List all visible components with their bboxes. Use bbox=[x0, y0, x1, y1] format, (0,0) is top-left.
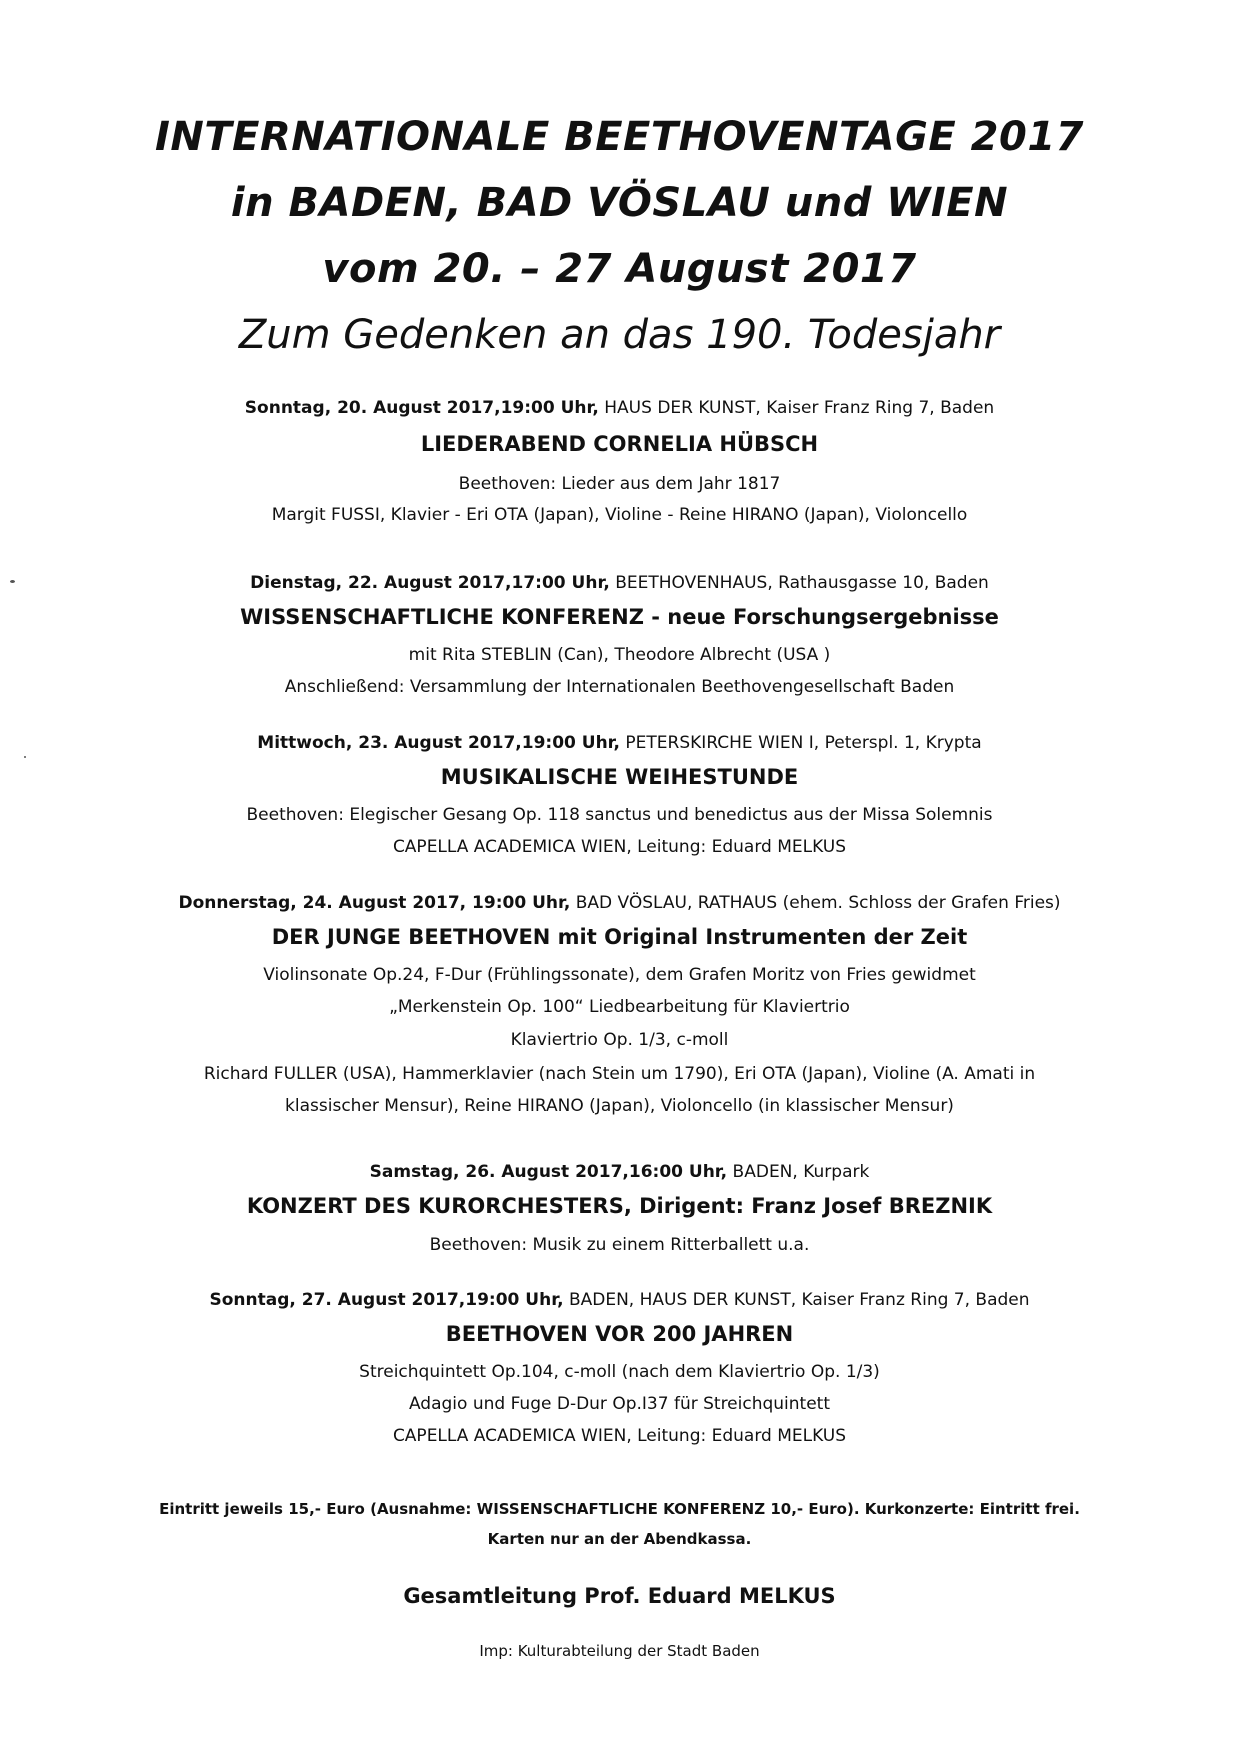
imprint-line: Imp: Kulturabteilung der Stadt Baden bbox=[479, 1642, 760, 1660]
event-4-date: Donnerstag, 24. August 2017, 19:00 Uhr, bbox=[178, 893, 571, 913]
event-1-detail: Margit FUSSI, Klavier - Eri OTA (Japan), Violine - Reine HIRANO (Japan), Violoncello bbox=[271, 505, 968, 525]
event-1-detail: Beethoven: Lieder aus dem Jahr 1817 bbox=[458, 474, 781, 494]
event-3-title: MUSIKALISCHE WEIHESTUNDE bbox=[440, 765, 799, 789]
event-4-detail: Violinsonate Op.24, F-Dur (Frühlingssonate), dem Grafen Moritz von Fries gewidmet bbox=[263, 965, 976, 985]
event-5-title: KONZERT DES KURORCHESTERS, Dirigent: Franz Josef BREZNIK bbox=[246, 1194, 993, 1218]
scan-speck bbox=[10, 580, 15, 583]
event-3-detail: Beethoven: Elegischer Gesang Op. 118 sanctus und benedictus aus der Missa Solemnis bbox=[246, 805, 993, 825]
event-4-detail: klassischer Mensur), Reine HIRANO (Japan), Violoncello (in klassischer Mensur) bbox=[285, 1096, 954, 1116]
subtitle: Zum Gedenken an das 190. Todesjahr bbox=[238, 312, 1001, 358]
event-2-place: BEETHOVENHAUS, Rathausgasse 10, Baden bbox=[609, 573, 989, 593]
event-1-title: LIEDERABEND CORNELIA HÜBSCH bbox=[420, 432, 819, 456]
event-4-detail: „Merkenstein Op. 100“ Liedbearbeitung für Klaviertrio bbox=[389, 997, 850, 1017]
director-line: Gesamtleitung Prof. Eduard MELKUS bbox=[403, 1584, 836, 1608]
event-3-place: PETERSKIRCHE WIEN I, Peterspl. 1, Krypta bbox=[620, 733, 982, 753]
event-2-title: WISSENSCHAFTLICHE KONFERENZ - neue Forschungsergebnisse bbox=[240, 605, 999, 629]
event-6-date-place bbox=[0, 1288, 1239, 1312]
event-4-title: DER JUNGE BEETHOVEN mit Original Instrumenten der Zeit bbox=[271, 925, 968, 949]
event-2-detail: mit Rita STEBLIN (Can), Theodore Albrecht (USA ) bbox=[408, 645, 831, 665]
event-4-date-place bbox=[0, 891, 1239, 915]
title-line-2: in BADEN, BAD VÖSLAU und WIEN bbox=[230, 180, 1009, 226]
ticket-info: Karten nur an der Abendkassa. bbox=[487, 1530, 752, 1548]
event-4-detail: Richard FULLER (USA), Hammerklavier (nach Stein um 1790), Eri OTA (Japan), Violine (A. Amati in bbox=[203, 1064, 1036, 1084]
title-line-1: INTERNATIONALE BEETHOVENTAGE 2017 bbox=[155, 114, 1084, 160]
event-2-detail: Anschließend: Versammlung der Internationalen Beethovengesellschaft Baden bbox=[284, 677, 955, 697]
event-6-detail: CAPELLA ACADEMICA WIEN, Leitung: Eduard MELKUS bbox=[392, 1426, 847, 1446]
event-6-title: BEETHOVEN VOR 200 JAHREN bbox=[445, 1322, 794, 1346]
scan-speck bbox=[24, 756, 26, 758]
event-3-date: Mittwoch, 23. August 2017,19:00 Uhr, bbox=[257, 733, 621, 753]
event-4-detail: Klaviertrio Op. 1/3, c-moll bbox=[510, 1030, 729, 1050]
event-5-place: BADEN, Kurpark bbox=[727, 1162, 870, 1182]
event-6-detail: Adagio und Fuge D-Dur Op.I37 für Streichquintett bbox=[408, 1394, 831, 1414]
event-3-detail: CAPELLA ACADEMICA WIEN, Leitung: Eduard MELKUS bbox=[392, 837, 847, 857]
title-line-3: vom 20. – 27 August 2017 bbox=[322, 246, 917, 292]
event-6-place: BADEN, HAUS DER KUNST, Kaiser Franz Ring 7, Baden bbox=[563, 1290, 1030, 1310]
event-1-place: HAUS DER KUNST, Kaiser Franz Ring 7, Baden bbox=[598, 398, 995, 418]
event-5-date-place bbox=[0, 1160, 1239, 1184]
event-5-date: Samstag, 26. August 2017,16:00 Uhr, bbox=[369, 1162, 728, 1182]
event-5-detail: Beethoven: Musik zu einem Ritterballett u.a. bbox=[429, 1235, 810, 1255]
event-1-date: Sonntag, 20. August 2017,19:00 Uhr, bbox=[244, 398, 599, 418]
event-4-place: BAD VÖSLAU, RATHAUS (ehem. Schloss der Grafen Fries) bbox=[570, 893, 1061, 913]
event-2-date-place bbox=[0, 571, 1239, 595]
admission-info: Eintritt jeweils 15,- Euro (Ausnahme: WISSENSCHAFTLICHE KONFERENZ 10,- Euro). Kurkonzerte: Eintritt frei. bbox=[159, 1500, 1080, 1518]
event-6-detail: Streichquintett Op.104, c-moll (nach dem Klaviertrio Op. 1/3) bbox=[359, 1362, 880, 1382]
event-6-date: Sonntag, 27. August 2017,19:00 Uhr, bbox=[209, 1290, 564, 1310]
event-1-date-place bbox=[0, 396, 1239, 420]
event-2-date: Dienstag, 22. August 2017,17:00 Uhr, bbox=[250, 573, 610, 593]
event-3-date-place bbox=[0, 731, 1239, 755]
